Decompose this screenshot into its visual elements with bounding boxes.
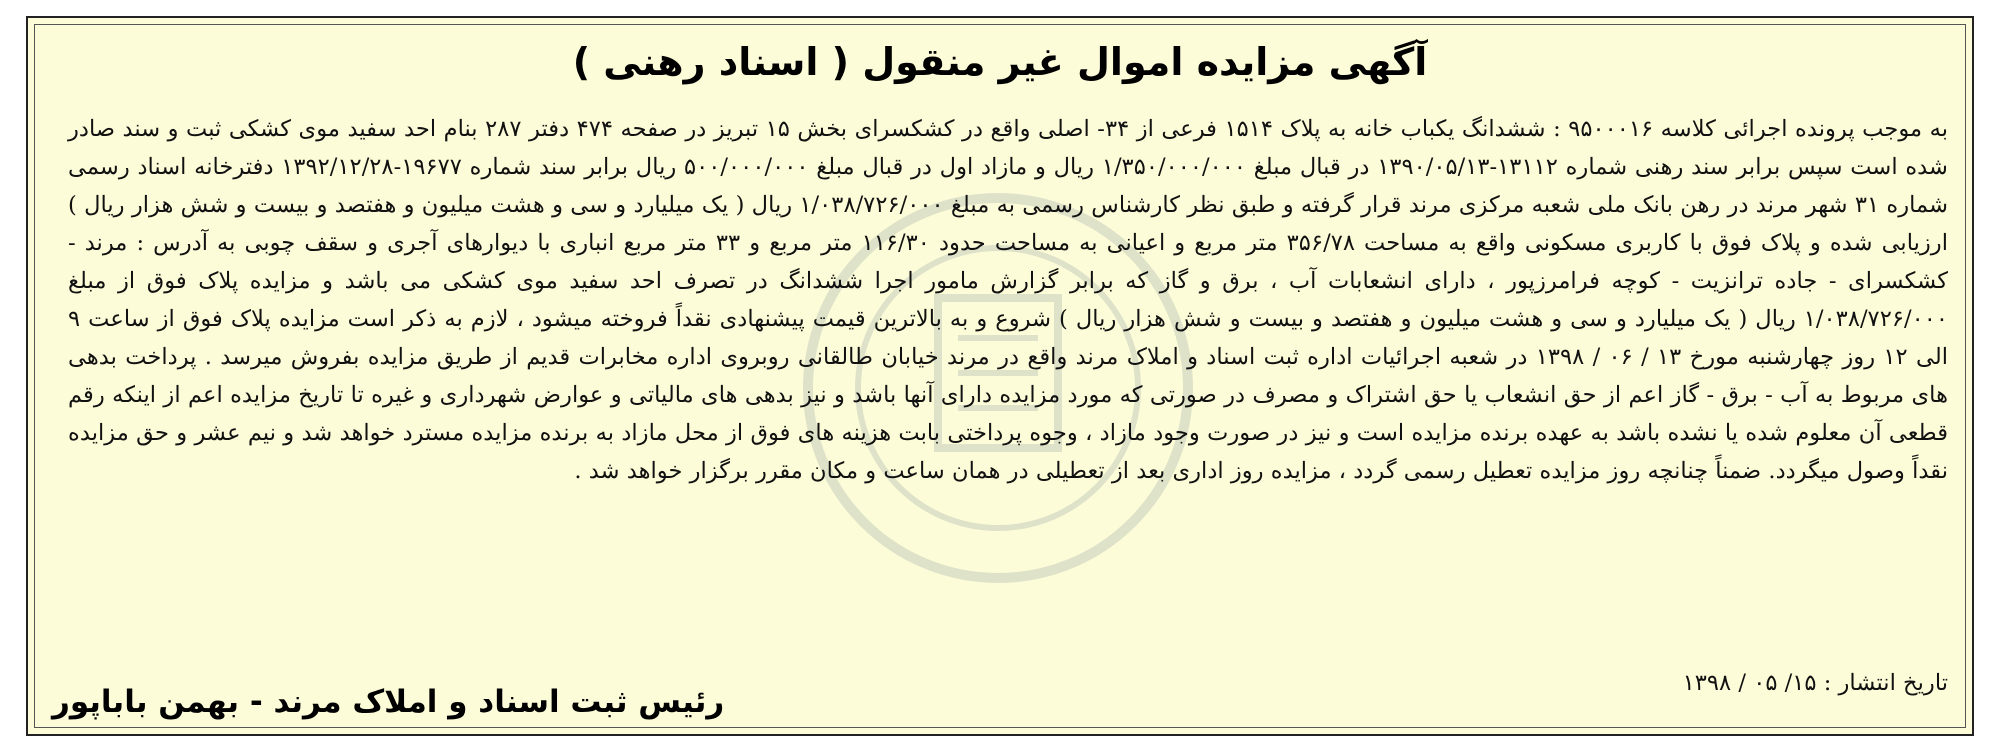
notice-title: آگهی مزایده اموال غیر منقول ( اسناد رهنی ) <box>572 40 1428 84</box>
signature: رئیس ثبت اسناد و املاک مرند - بهمن باباپور <box>52 684 725 720</box>
notice-body: به موجب پرونده اجرائی کلاسه ۹۵۰۰۰۱۶ : ششدانگ یکباب خانه به پلاک ۱۵۱۴ فرعی از ۳۴- اصلی واقع در کشکسرای بخش ۱۵ تبریز در صفحه ۴۷۴ دفتر ۲۸۷ بنام احد سفید موی کشکی ثبت و سند صادر شده است سپس برابر سند رهنی شماره ۱۳۱۱۲-۱۳۹۰/۰۵/۱۳ در قبال مبلغ ۱/۳۵۰/۰۰۰/۰۰۰ ریال و مازاد اول در قبال مبلغ ۵۰۰/۰۰۰/۰۰۰ ریال برابر سند شماره ۱۹۶۷۷-۱۳۹۲/۱۲/۲۸ دفترخانه اسناد رسمی شماره ۳۱ شهر مرند در رهن بانک ملی شعبه مرکزی مرند قرار گرفته و طبق نظر کارشناس رسمی به مبلغ ۱/۰۳۸/۷۲۶/۰۰۰ ریال ( یک میلیارد و سی و هشت میلیون و هفتصد و بیست و شش هزار ریال ) ارزیابی شده و پلاک فوق با کاربری مسکونی واقع به مساحت ۳۵۶/۷۸ متر مربع و اعیانی به مساحت حدود ۱۱۶/۳۰ متر مربع و ۳۳ متر مربع انباری با دیوارهای آجری و سقف چوبی به آدرس : مرند - کشکسرای - جاده ترانزیت - کوچه فرامرزپور ، دارای انشعابات آب ، برق و گاز که برابر گزارش مامور اجرا ششدانگ در تصرف احد سفید موی کشکی می باشد و مزایده پلاک فوق از مبلغ ۱/۰۳۸/۷۲۶/۰۰۰ ریال ( یک میلیارد و سی و هشت میلیون و هفتصد و بیست و شش هزار ریال ) شروع و به بالاترین قیمت پیشنهادی نقداً فروخته میشود ، لازم به ذکر است مزایده پلاک فوق از ساعت ۹ الی ۱۲ روز چهارشنبه مورخ ۱۳ / ۰۶ / ۱۳۹۸ در شعبه اجرائیات اداره ثبت اسناد و املاک مرند واقع در مرند خیابان طالقانی روبروی اداره مخابرات قدیم از طریق مزایده بفروش میرسد . پرداخت بدهی های مربوط به آب - برق - گاز اعم از حق انشعاب یا حق اشتراک و مصرف در صورتی که مورد مزایده دارای آنها باشد و نیز بدهی های مالیاتی و عوارض شهرداری و غیره تا تاریخ مزایده اعم از اینکه رقم قطعی آن معلوم شده یا نشده باشد به عهده برنده مزایده است و نیز در صورت وجود مازاد ، وجوه پرداختی بابت هزینه های فوق از محل مازاد به برنده مزایده مسترد خواهد شد و نیم عشر و حق مزایده نقداً وصول میگردد. ضمناً چنانچه روز مزایده تعطیل رسمی گردد ، مزایده روز اداری بعد از تعطیلی در همان ساعت و مکان مقرر برگزار خواهد شد . <box>68 116 1949 484</box>
publication-date: تاریخ انتشار : ۱۵/ ۰۵ / ۱۳۹۸ <box>1682 670 1948 696</box>
auction-notice <box>26 16 1974 736</box>
